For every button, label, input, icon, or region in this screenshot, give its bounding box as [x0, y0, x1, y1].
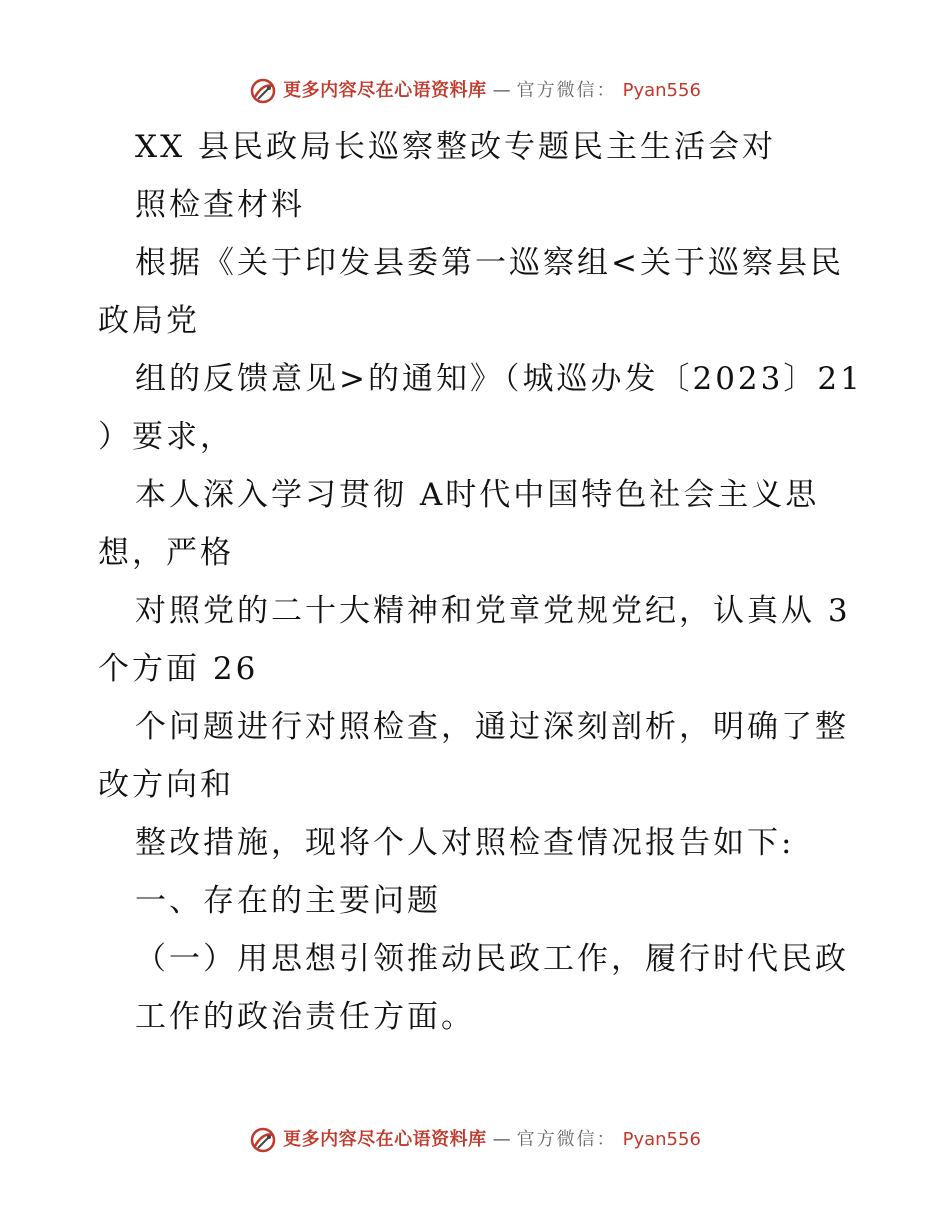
document-line: 改方向和	[98, 767, 234, 803]
document-line: 政局党	[98, 303, 200, 339]
banner-contact-id: Pyan556	[622, 1129, 701, 1150]
banner-contact-label: 官方微信：	[516, 1129, 617, 1150]
document-line: 本人深入学习贯彻 A时代中国特色社会主义思	[135, 477, 820, 513]
document-line: 组的反馈意见>的通知》（城巡办发〔2023〕21	[135, 361, 863, 397]
header-watermark-banner	[0, 77, 950, 105]
document-line: ）要求，	[98, 419, 234, 455]
banner-brand-text: 更多内容尽在心语资料库	[283, 1129, 487, 1150]
document-line: （一）用思想引领推动民政工作，履行时代民政	[135, 941, 849, 977]
document-body	[98, 118, 863, 1046]
banner-dash: —	[492, 80, 511, 101]
document-line: 根据《关于印发县委第一巡察组<关于巡察县民	[135, 245, 844, 281]
document-line: 想，严格	[98, 535, 234, 571]
document-line: 一、存在的主要问题	[135, 883, 441, 919]
brand-logo-icon	[249, 1126, 277, 1154]
document-line: 照检查材料	[135, 187, 305, 223]
banner-contact-label: 官方微信：	[516, 80, 617, 101]
banner-contact-id: Pyan556	[622, 80, 701, 101]
document-line: 对照党的二十大精神和党章党规党纪，认真从 3	[135, 593, 851, 629]
document-line: 工作的政治责任方面。	[135, 999, 475, 1035]
footer-watermark-banner	[0, 1126, 950, 1154]
document-line: 个问题进行对照检查，通过深刻剖析，明确了整	[135, 709, 849, 745]
document-line: 个方面 26	[98, 651, 259, 687]
document-line: XX 县民政局长巡察整改专题民主生活会对	[135, 129, 776, 165]
banner-brand-text: 更多内容尽在心语资料库	[283, 80, 487, 101]
banner-dash: —	[492, 1129, 511, 1150]
document-line: 整改措施，现将个人对照检查情况报告如下:	[135, 825, 795, 861]
brand-logo-icon	[249, 77, 277, 105]
